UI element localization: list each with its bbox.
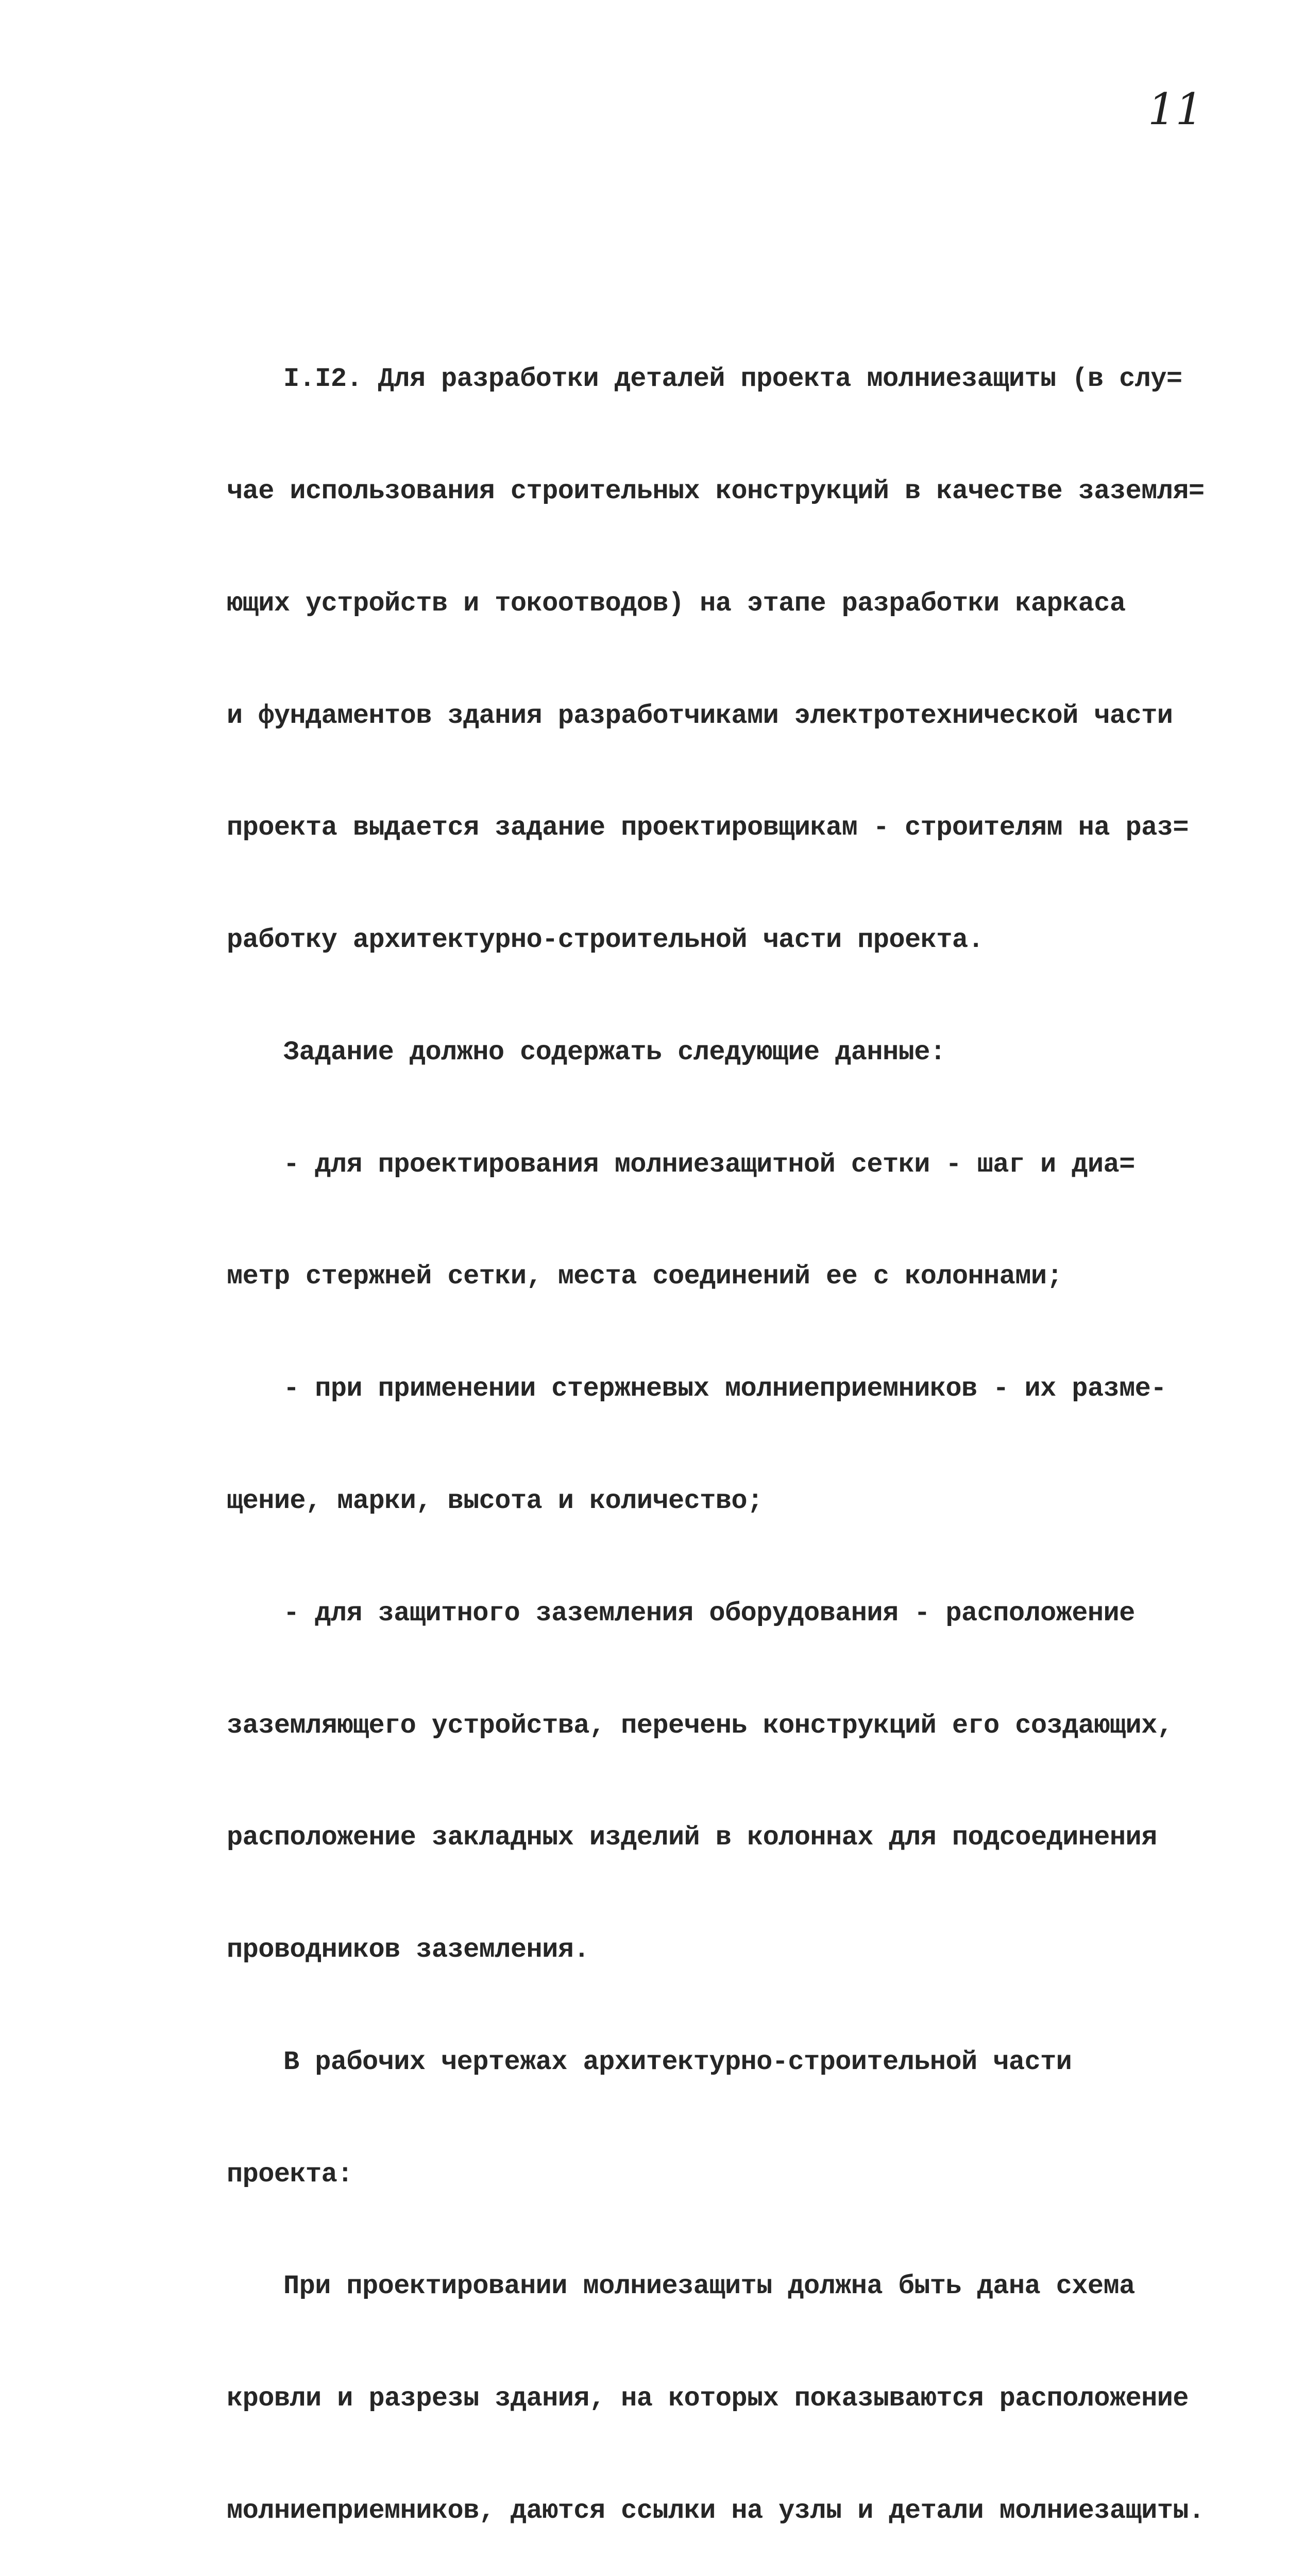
- text-line: заземляющего устройства, перечень конструкций его создающих,: [227, 1710, 1173, 1741]
- text-line: и фундаментов здания разработчиками электротехнической части: [227, 700, 1173, 731]
- document-body: [227, 286, 1257, 2576]
- text-line: проекта выдается задание проектировщикам - строителям на раз=: [227, 812, 1189, 843]
- text-line: При проектировании молниезащиты должна быть дана схема: [283, 2271, 1135, 2302]
- text-line: - для проектирования молниезащитной сетки - шаг и диа=: [283, 1149, 1135, 1180]
- text-line: - для защитного заземления оборудования - расположение: [283, 1598, 1135, 1629]
- page-number: 11: [1148, 84, 1203, 134]
- text-line: Задание должно содержать следующие данные:: [283, 1037, 946, 1067]
- text-line: проводников заземления.: [227, 1935, 589, 1965]
- text-line: проекта:: [227, 2159, 353, 2190]
- text-line: чае использования строительных конструкций в качестве заземля=: [227, 476, 1205, 506]
- text-line: кровли и разрезы здания, на которых показываются расположение: [227, 2383, 1189, 2414]
- text-line: работку архитектурно-строительной части проекта.: [227, 925, 984, 956]
- text-line: щение, марки, высота и количество;: [227, 1486, 763, 1516]
- text-line: - при применении стержневых молниеприемников - их разме-: [283, 1374, 1166, 1404]
- text-line: В рабочих чертежах архитектурно-строительной части: [283, 2046, 1072, 2077]
- text-line: расположение закладных изделий в колоннах для подсоединения: [227, 1822, 1157, 1853]
- text-line: I.I2. Для разработки деталей проекта молниезащиты (в слу=: [283, 364, 1182, 395]
- text-line: метр стержней сетки, места соединений ее с колоннами;: [227, 1261, 1063, 1292]
- text-line: ющих устройств и токоотводов) на этапе разработки каркаса: [227, 588, 1126, 619]
- text-line: молниеприемников, даются ссылки на узлы и детали молниезащиты.: [227, 2496, 1205, 2527]
